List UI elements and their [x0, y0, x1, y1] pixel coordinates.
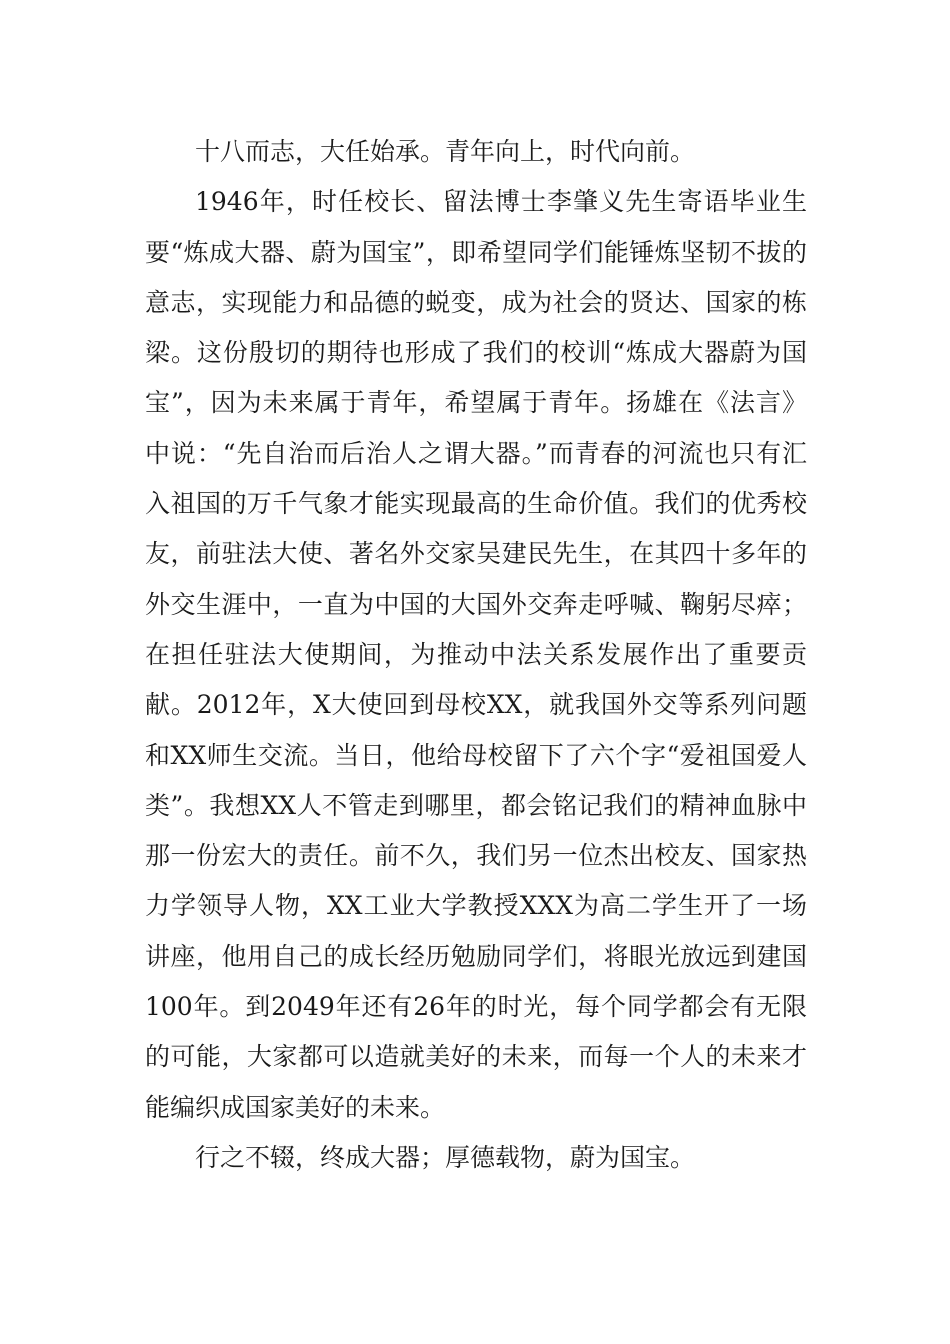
- body-text: [145, 127, 807, 1183]
- paragraph-closing: 行之不辍，终成大器；厚德载物，蔚为国宝。: [195, 1142, 696, 1172]
- paragraph-opening: 十八而志，大任始承。青年向上，时代向前。: [195, 137, 696, 166]
- paragraph-main: 1946年，时任校长、留法博士李肇义先生寄语毕业生要“炼成大器、蔚为国宝”，即希望同学们能锤炼坚韧不拔的意志，实现能力和品德的蜕变，成为社会的贤达、国家的栋梁。这份殷切的期待也形成了我们的校训“炼成大器蔚为国宝”，因为未来属于青年，希望属于青年。扬雄在《法言》中说：“先自治而后治人之谓大器。”而青春的河流也只有汇入祖国的万千气象才能实现最高的生命价值。我们的优秀校友，前驻法大使、著名外交家吴建民先生，在其四十多年的外交生涯中，一直为中国的大国外交奔走呼喊、鞠躬尽瘁；在担任驻法大使期间，为推动中法关系发展作出了重要贡献。2012年，X大使回到母校XX，就我国外交等系列问题和XX师生交流。当日，他给母校留下了六个字“爱祖国爱人类”。我想XX人不管走到哪里，都会铭记我们的精神血脉中那一份宏大的责任。前不久，我们另一位杰出校友、国家热力学领导人物，XX工业大学教授XXX为高二学生开了一场讲座，他用自己的成长经历勉励同学们，将眼光放远到建国100年。到2049年还有26年的时光，每个同学都会有无限的可能，大家都可以造就美好的未来，而每一个人的未来才能编织成国家美好的未来。: [145, 187, 807, 1122]
